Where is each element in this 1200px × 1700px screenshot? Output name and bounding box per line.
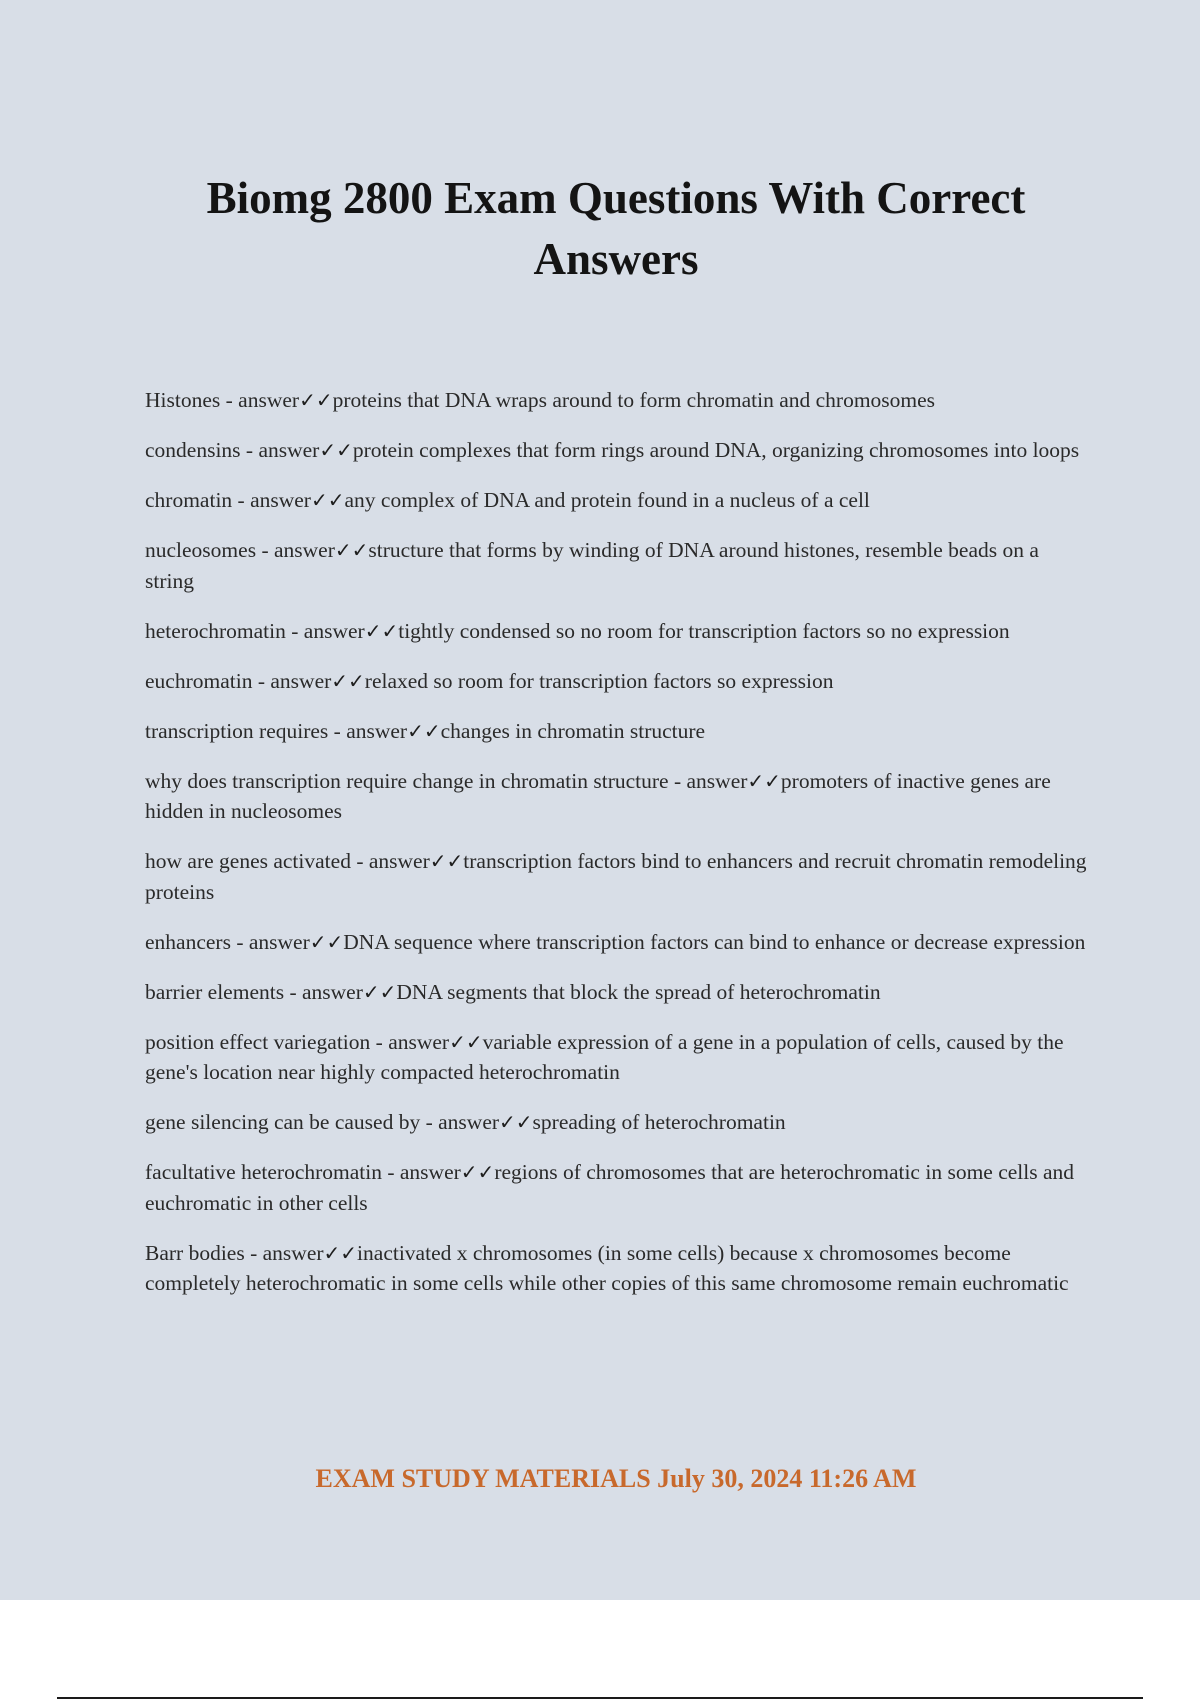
- qa-term: condensins: [145, 438, 241, 462]
- qa-answer: DNA segments that block the spread of heterochromatin: [396, 979, 881, 1004]
- qa-item: [145, 485, 1090, 516]
- qa-term: Histones: [145, 388, 221, 412]
- answer-separator: - answer: [285, 618, 365, 643]
- answer-separator: - answer: [240, 438, 320, 462]
- answer-separator: - answer: [232, 488, 311, 512]
- qa-term: enhancers: [145, 929, 231, 954]
- qa-item: [145, 1107, 1090, 1138]
- qa-answer: protein complexes that form rings around DNA, organizing chromosomes into loops: [352, 438, 1080, 462]
- double-check-icon: ✓✓: [319, 438, 353, 462]
- qa-term: transcription requires: [145, 718, 329, 743]
- qa-list: [145, 385, 1090, 1318]
- qa-answer: variable expression of a gene in a population of cells, caused by the gene's location near highly compacted heterochromatin: [145, 1029, 1064, 1084]
- double-check-icon: ✓✓: [334, 538, 369, 562]
- qa-item: [145, 1238, 1090, 1299]
- answer-separator: - answer: [252, 668, 332, 693]
- answer-separator: - answer: [668, 768, 748, 793]
- qa-item: [145, 666, 1090, 697]
- double-check-icon: ✓✓: [460, 1160, 495, 1184]
- bottom-divider: [57, 1697, 1143, 1699]
- qa-term: barrier elements: [145, 979, 285, 1004]
- double-check-icon: ✓✓: [362, 979, 397, 1004]
- answer-separator: - answer: [350, 849, 430, 873]
- qa-answer: promoters of inactive genes are hidden in nucleosomes: [145, 768, 1051, 823]
- answer-separator: - answer: [284, 979, 363, 1004]
- qa-answer: transcription factors bind to enhancers and recruit chromatin remodeling proteins: [145, 849, 1087, 904]
- double-check-icon: ✓✓: [331, 668, 365, 693]
- qa-term: position effect variegation: [145, 1029, 371, 1054]
- qa-answer: spreading of heterochromatin: [532, 1110, 786, 1134]
- double-check-icon: ✓✓: [309, 929, 344, 954]
- double-check-icon: ✓✓: [364, 618, 399, 643]
- qa-answer: inactivated x chromosomes (in some cells) because x chromosomes become completely heterochromatic in some cells while other copies of this same chromosome remain euchromatic: [145, 1240, 1069, 1295]
- qa-item: [145, 977, 1090, 1008]
- qa-term: facultative heterochromatin: [145, 1160, 382, 1184]
- qa-answer: DNA sequence where transcription factors can bind to enhance or decrease expression: [343, 929, 1086, 954]
- qa-answer: any complex of DNA and protein found in a nucleus of a cell: [344, 488, 870, 512]
- qa-item: [145, 435, 1090, 466]
- qa-item: [145, 385, 1090, 416]
- qa-answer: changes in chromatin structure: [440, 718, 706, 743]
- qa-term: heterochromatin: [145, 618, 286, 643]
- answer-separator: - answer: [220, 388, 300, 412]
- qa-item: [145, 616, 1090, 647]
- qa-term: how are genes activated: [145, 849, 351, 873]
- double-check-icon: ✓✓: [429, 849, 464, 873]
- double-check-icon: ✓✓: [499, 1110, 533, 1134]
- document-title: Biomg 2800 Exam Questions With Correct Answers: [206, 173, 1026, 284]
- qa-term: gene silencing can be caused by: [145, 1110, 421, 1134]
- footer-stamp: EXAM STUDY MATERIALS July 30, 2024 11:26 AM: [315, 1464, 917, 1493]
- answer-separator: - answer: [420, 1110, 500, 1134]
- qa-item: [145, 535, 1090, 596]
- qa-answer: structure that forms by winding of DNA around histones, resemble beads on a string: [145, 538, 1039, 593]
- qa-item: [145, 846, 1090, 907]
- answer-separator: - answer: [328, 718, 408, 743]
- qa-item: [145, 1157, 1090, 1218]
- qa-answer: tightly condensed so no room for transcription factors so no expression: [398, 618, 1010, 643]
- double-check-icon: ✓✓: [323, 1240, 358, 1265]
- qa-item: [145, 927, 1090, 958]
- qa-term: chromatin: [145, 488, 233, 512]
- qa-term: nucleosomes: [145, 538, 257, 562]
- answer-separator: - answer: [244, 1240, 324, 1265]
- double-check-icon: ✓✓: [299, 388, 333, 412]
- double-check-icon: ✓✓: [449, 1029, 483, 1054]
- answer-separator: - answer: [381, 1160, 461, 1184]
- answer-separator: - answer: [370, 1029, 450, 1054]
- answer-separator: - answer: [256, 538, 335, 562]
- double-check-icon: ✓✓: [310, 488, 345, 512]
- qa-term: Barr bodies: [145, 1240, 245, 1265]
- qa-term: why does transcription require change in chromatin structure: [145, 768, 669, 793]
- qa-item: [145, 716, 1090, 747]
- qa-answer: proteins that DNA wraps around to form chromatin and chromosomes: [332, 388, 936, 412]
- qa-answer: relaxed so room for transcription factors so expression: [364, 668, 834, 693]
- qa-item: [145, 1027, 1090, 1088]
- answer-separator: - answer: [230, 929, 310, 954]
- qa-answer: regions of chromosomes that are heterochromatic in some cells and euchromatic in other cells: [145, 1160, 1075, 1215]
- double-check-icon: ✓✓: [747, 768, 781, 793]
- qa-term: euchromatin: [145, 668, 253, 693]
- qa-item: [145, 766, 1090, 827]
- double-check-icon: ✓✓: [407, 718, 441, 743]
